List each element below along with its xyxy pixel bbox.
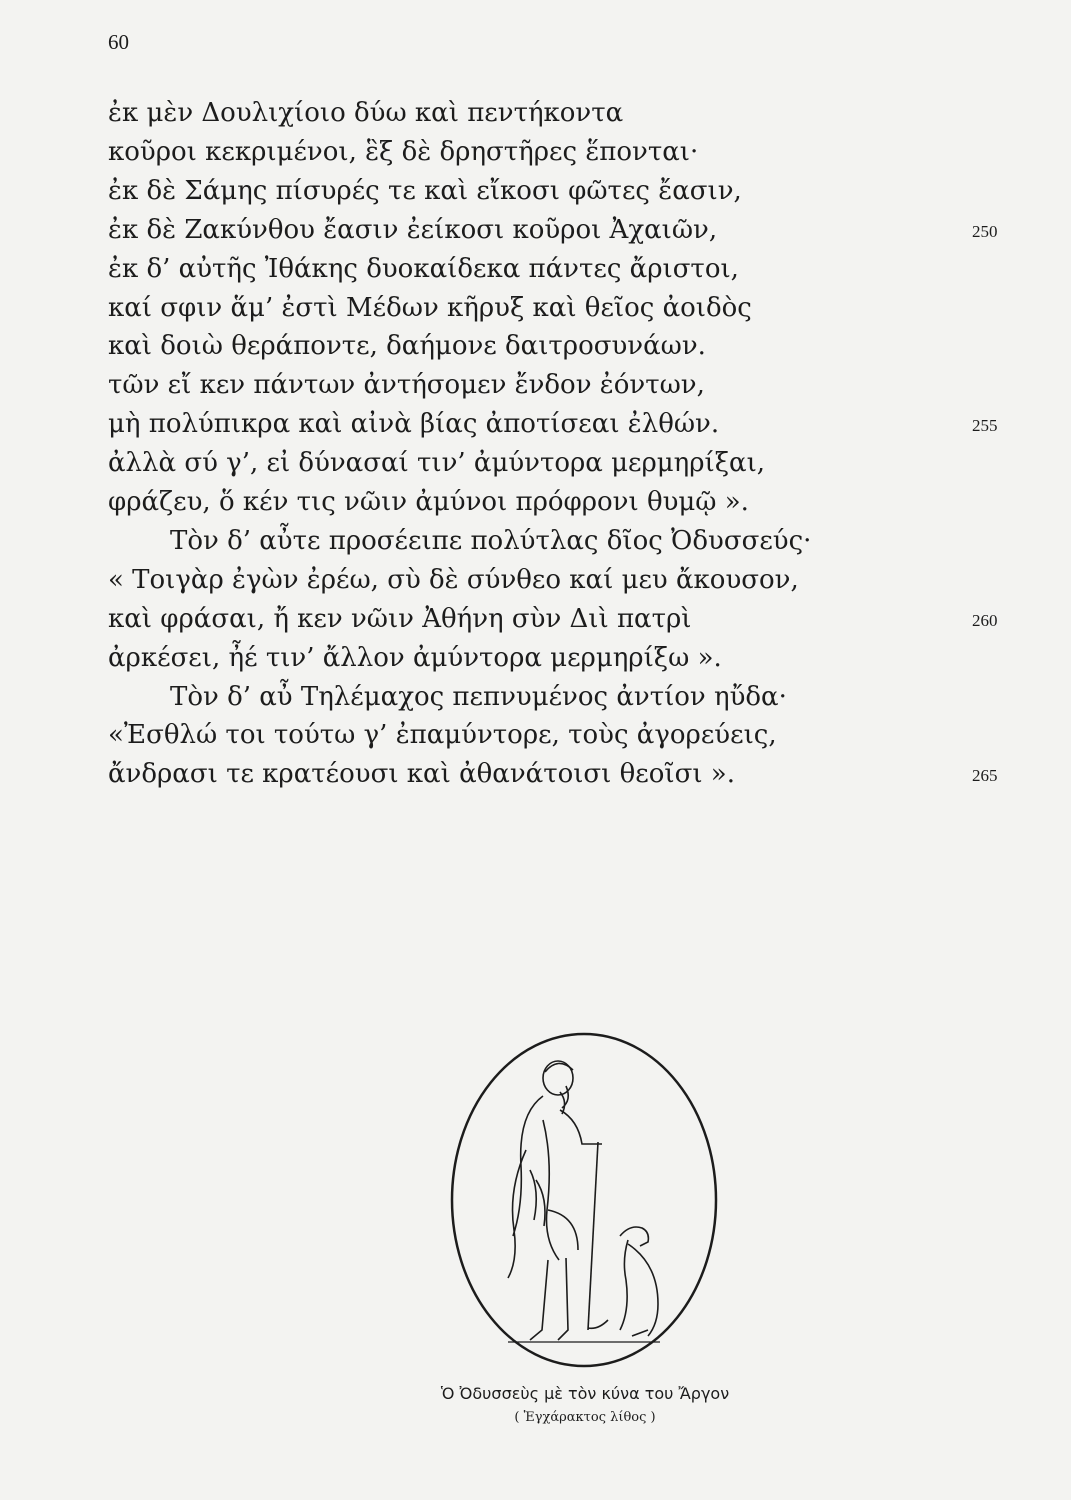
figure-caption: Ὁ Ὀδυσσεὺς μὲ τὸν κύνα του Ἄργον — [440, 1384, 730, 1403]
page-number: 60 — [108, 30, 129, 54]
figure-caption-source: ( Ἐγχάρακτος λίθος ) — [514, 1410, 656, 1425]
line-number: 265 — [972, 766, 998, 786]
line-number: 250 — [972, 221, 998, 241]
verse-line: ἀλλὰ σύ γ’, εἰ δύνασαί τιν’ ἀμύντορα μερμηρίξαι, — [108, 448, 766, 479]
verse-line: ἐκ δὲ Σάμης πίσυρές τε καὶ εἴκοσι φῶτες ἔασιν, — [108, 175, 742, 206]
verse-line: καὶ φράσαι, ἤ κεν νῶιν Ἀθήνη σὺν Διὶ πατρὶ — [108, 603, 692, 634]
verse-line: καὶ δοιὼ θεράποντε, δαήμονε δαιτροσυνάων. — [108, 331, 706, 362]
verse-line: Τὸν δ’ αὖτε προσέειπε πολύτλας δῖος Ὀδυσσεύς· — [170, 525, 812, 556]
verse-line: ἐκ μὲν Δουλιχίοιο δύω καὶ πεντήκοντα — [108, 98, 624, 128]
verse-line: καί σφιν ἅμ’ ἐστὶ Μέδων κῆρυξ καὶ θεῖος ἀοιδὸς — [108, 292, 752, 323]
verse-line: « Τοιγὰρ ἐγὼν ἐρέω, σὺ δὲ σύνθεο καί μευ ἄκουσον, — [108, 564, 799, 595]
line-number: 255 — [972, 416, 998, 436]
verse-line: Τὸν δ’ αὖ Τηλέμαχος πεπνυμένος ἀντίον ηὔδα· — [170, 681, 787, 712]
verse-line: ἐκ δὲ Ζακύνθου ἔασιν ἐείκοσι κοῦροι Ἀχαιῶν, — [108, 214, 718, 245]
verse-line: «Ἐσθλώ τοι τούτω γ’ ἐπαμύντορε, τοὺς ἀγορεύεις, — [108, 720, 777, 751]
verse-line: ἐκ δ’ αὐτῆς Ἰθάκης δυοκαίδεκα πάντες ἄριστοι, — [108, 253, 739, 284]
verse-line: ἀρκέσει, ἦέ τιν’ ἄλλον ἀμύντορα μερμηρίξω ». — [108, 642, 722, 673]
engraved-gem-odysseus-dog-icon — [448, 1030, 720, 1370]
line-number: 260 — [972, 610, 998, 630]
verse-line: φράζευ, ὅ κέν τις νῶιν ἀμύνοι πρόφρονι θυμῷ ». — [108, 487, 749, 517]
verse-line: τῶν εἴ κεν πάντων ἀντήσομεν ἔνδον ἐόντων, — [108, 370, 705, 401]
verse-line: κοῦροι κεκριμένοι, ἓξ δὲ δρηστῆρες ἕπονται· — [108, 136, 699, 167]
verse-line: μὴ πολύπικρα καὶ αἰνὰ βίας ἀποτίσεαι ἐλθών. — [108, 409, 720, 440]
verse-line: ἄνδρασι τε κρατέουσι καὶ ἀθανάτοισι θεοῖσι ». — [108, 759, 735, 790]
